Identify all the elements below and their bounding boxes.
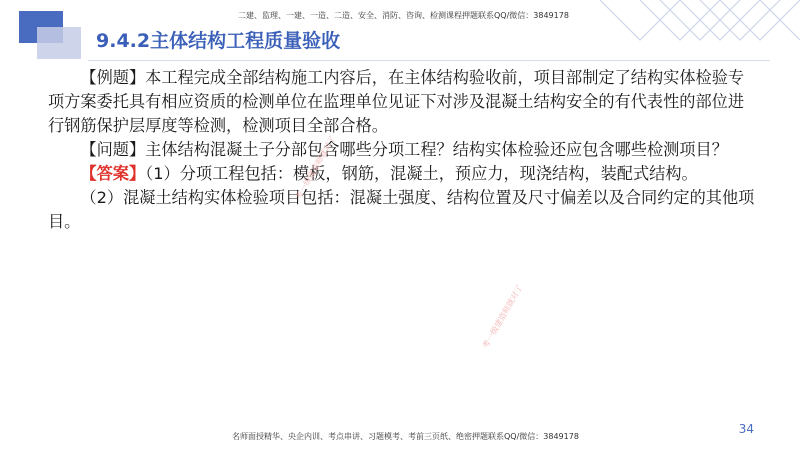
answer-line-2: （2）混凝土结构实体检验项目包括：混凝土强度、结构位置及尺寸偏差以及合同约定的其他项目。 (48, 188, 755, 231)
decorative-square-light (37, 27, 81, 59)
answer-paragraph-2 (48, 186, 760, 234)
answer-paragraph (48, 162, 760, 186)
page-title: 9.4.2主体结构工程质量验收 (96, 30, 341, 52)
decorative-corner-pattern (560, 0, 800, 60)
watermark-2: 考一级建造师就对了 (480, 283, 525, 350)
slide-content (48, 66, 760, 234)
question-paragraph (48, 138, 760, 162)
page-number: 34 (738, 422, 754, 436)
title-divider (88, 60, 770, 61)
footer-contact-note: 名师面授精华、央企内训、考点串讲、习题模考、考前三页纸、绝密押题联系QQ/微信：3849178 (232, 432, 579, 441)
watermark-1: 考一级建造师就对了 (293, 134, 338, 201)
question-tag: 【问题】 (80, 140, 146, 159)
answer-line-1: （1）分项工程包括：模板，钢筋，混凝土，预应力，现浇结构，装配式结构。 (145, 164, 698, 183)
example-text: 本工程完成全部结构施工内容后，在主体结构验收前，项目部制定了结构实体检验专项方案委托具有相应资质的检测单位在监理单位见证下对涉及混凝土结构安全的有代表性的部位进行钢筋保护层厚度等检测，检测项目全部合格。 (48, 68, 745, 135)
example-paragraph (48, 66, 760, 138)
header-contact-note: 二建、监理、一建、一造、二造、安全、消防、咨询、检测课程押题联系QQ/微信：3849178 (238, 11, 569, 20)
example-tag: 【例题】 (80, 68, 146, 87)
answer-tag: 【答案】 (80, 164, 146, 183)
question-text: 主体结构混凝土子分部包含哪些分项工程？结构实体检验还应包含哪些检测项目？ (145, 140, 728, 159)
